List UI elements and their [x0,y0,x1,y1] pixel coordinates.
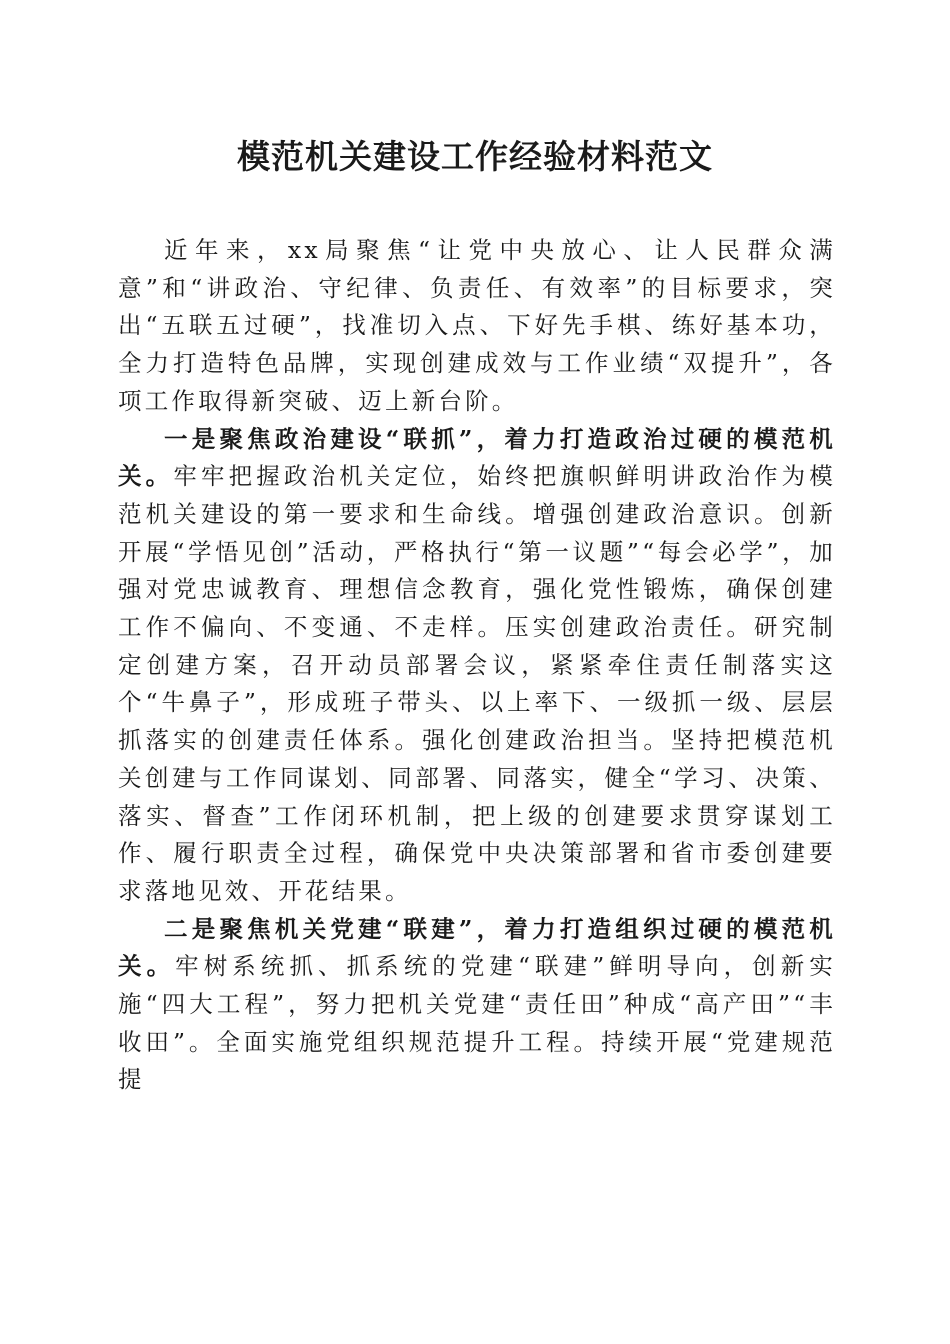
paragraph-text: 近年来，xx局聚焦“让党中央放心、让人民群众满意”和“讲政治、守纪律、负责任、有效率”的目标要求，突出“五联五过硬”，找准切入点、下好先手棋、练好基本功，全力打造特色品牌，实现创建成效与工作业绩“双提升”，各项工作取得新突破、迈上新台阶。 [118,236,836,415]
paragraph-lead: 一是聚焦政治建设“联抓”，着力打造政治过硬的模范机关。 [118,424,836,491]
document-body [118,232,836,1099]
paragraph-intro [118,232,836,421]
paragraph-text: 牢牢把握政治机关定位，始终把旗帜鲜明讲政治作为模范机关建设的第一要求和生命线。增强创建政治意识。创新开展“学悟见创”活动，严格执行“第一议题”“每会必学”，加强对党忠诚教育、理想信念教育，强化党性锻炼，确保创建工作不偏向、不变通、不走样。压实创建政治责任。研究制定创建方案，召开动员部署会议，紧紧牵住责任制落实这个“牛鼻子”，形成班子带头、以上率下、一级抓一级、层层抓落实的创建责任体系。强化创建政治担当。坚持把模范机关创建与工作同谋划、同部署、同落实，健全“学习、决策、落实、督查”工作闭环机制，把上级的创建要求贯穿谋划工作、履行职责全过程，确保党中央决策部署和省市委创建要求落地见效、开花结果。 [118,462,836,905]
paragraph-section-2 [118,911,836,1100]
document-title: 模范机关建设工作经验材料范文 [237,137,713,176]
paragraph-section-1 [118,421,836,911]
paragraph-text: 牢树系统抓、抓系统的党建“联建”鲜明导向，创新实施“四大工程”，努力把机关党建“责任田”种成“高产田”“丰收田”。全面实施党组织规范提升工程。持续开展“党建规范提 [118,952,837,1094]
paragraph-lead: 二是聚焦机关党建“联建”，着力打造组织过硬的模范机关。 [118,914,836,981]
